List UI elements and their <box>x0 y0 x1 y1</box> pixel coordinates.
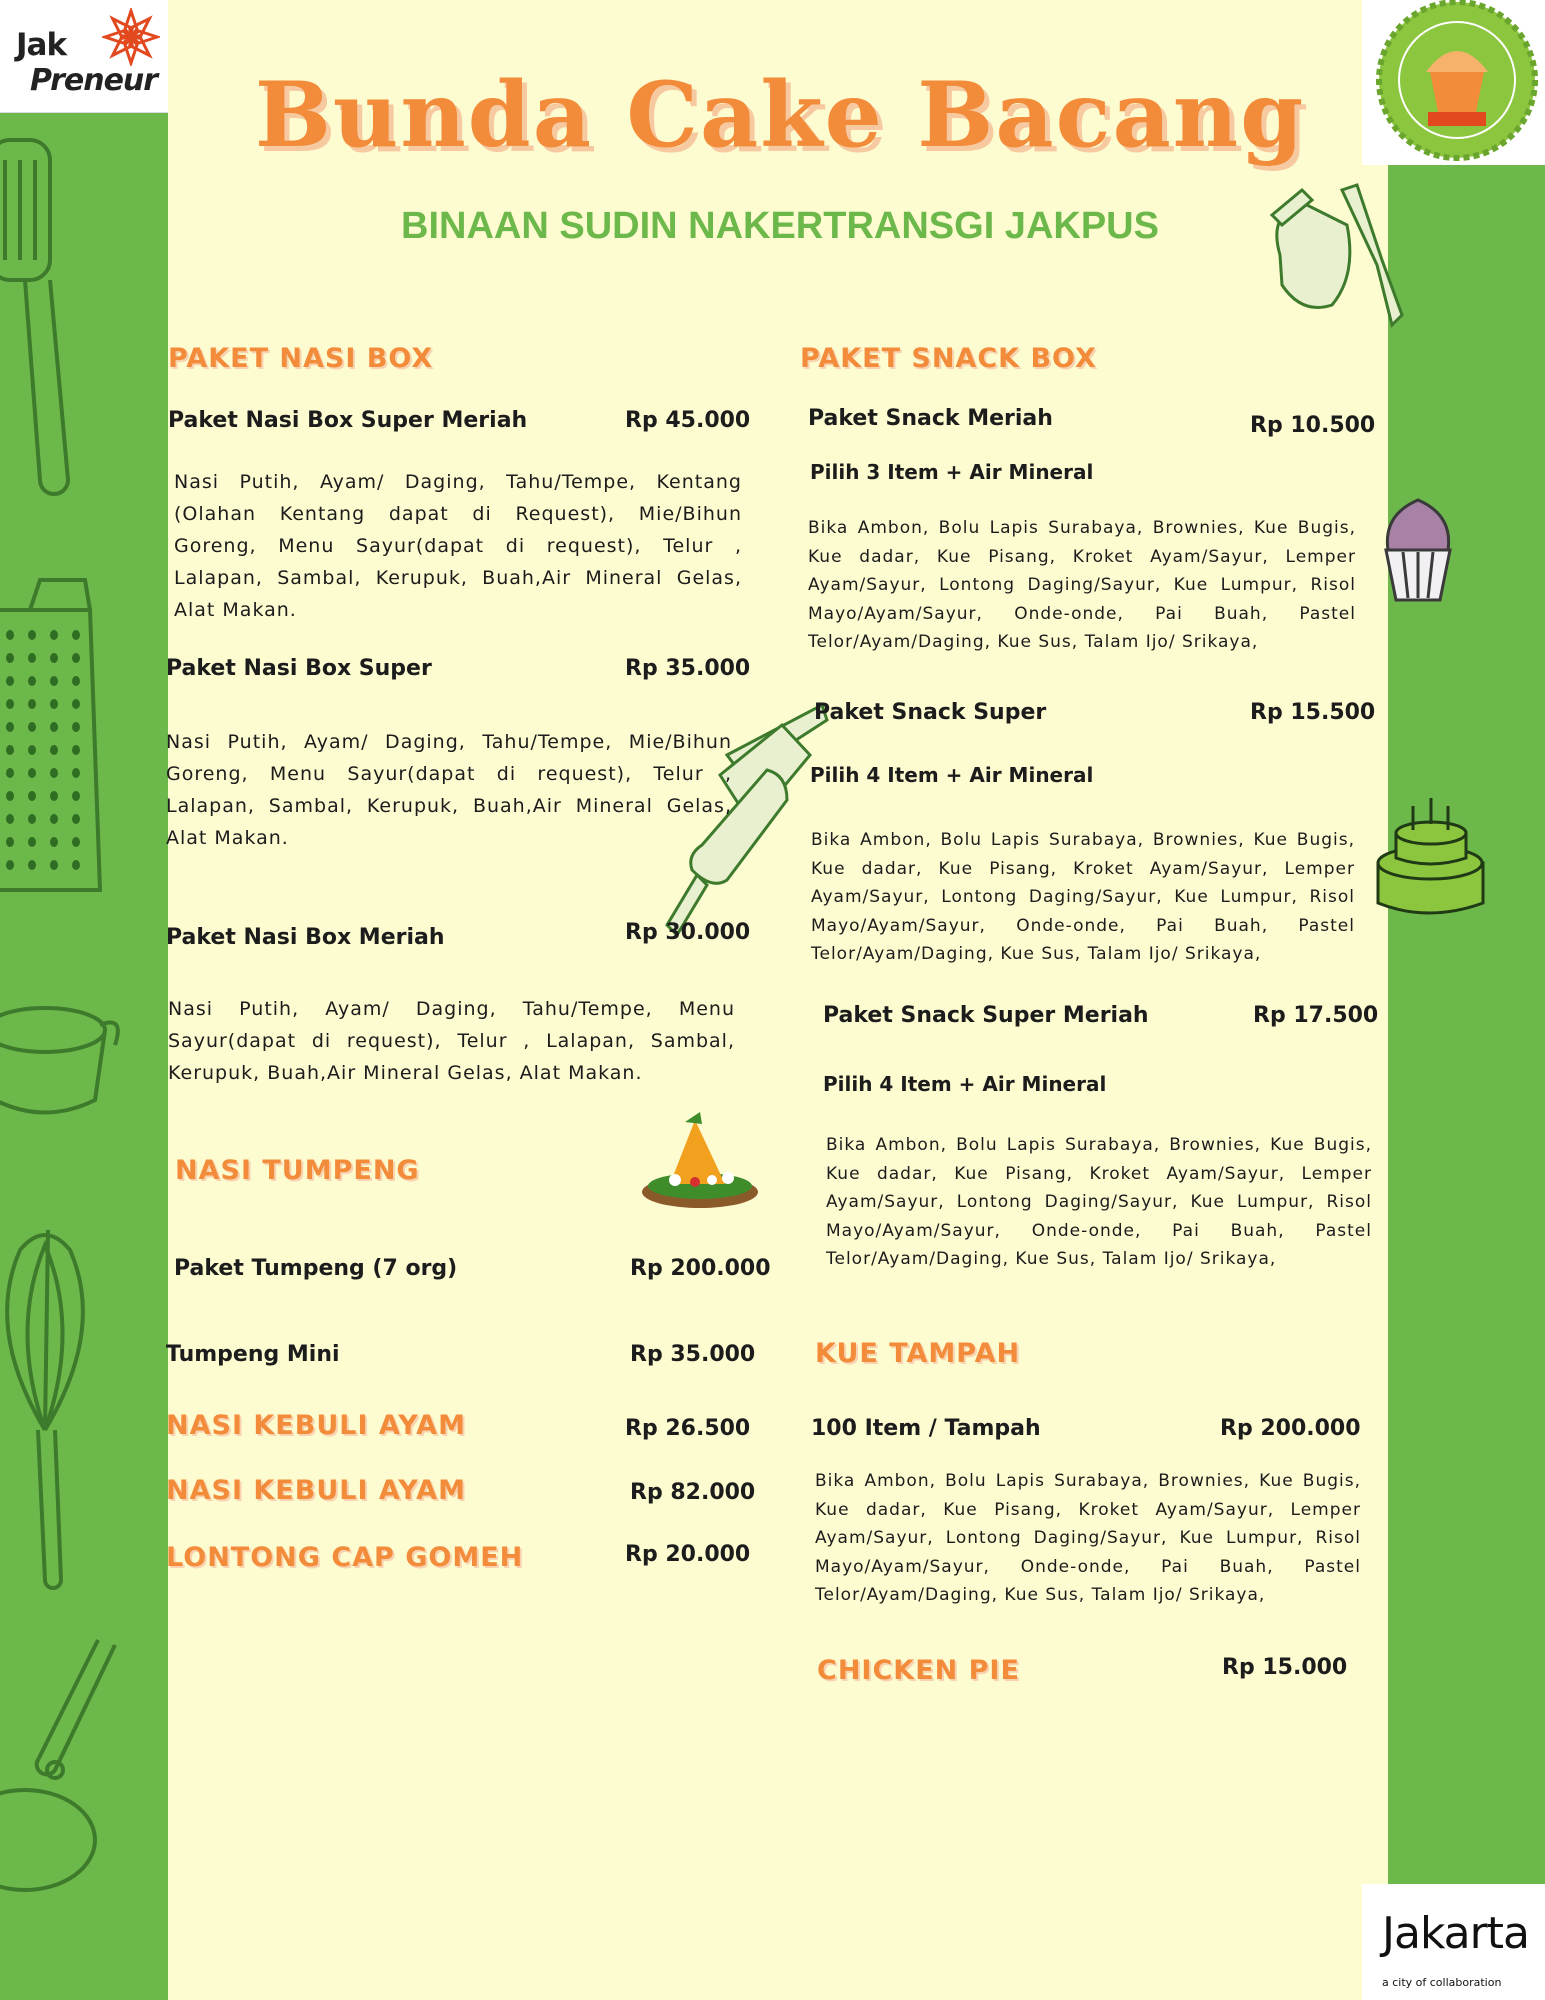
frying-pan-icon <box>0 1640 130 1900</box>
snack-item-3-name: Paket Snack Super Meriah <box>823 1003 1149 1028</box>
extra-item-1-price: Rp 26.500 <box>625 1416 751 1441</box>
jakarta-logo-tagline: a city of collaboration <box>1382 1976 1502 1989</box>
nasi-box-item-2-desc: Nasi Putih, Ayam/ Daging, Tahu/Tempe, Mie/Bihun Goreng, Menu Sayur(dapat di request), Telur , Lalapan, Sambal, Kerupuk, Buah,Air Mineral Gelas, Alat Makan. <box>166 731 732 849</box>
section-nasi-tumpeng: NASI TUMPENG <box>175 1155 420 1186</box>
snack-item-3-desc: Bika Ambon, Bolu Lapis Surabaya, Brownies, Kue Bugis, Kue dadar, Kue Pisang, Kroket Ayam/Sayur, Lemper Ayam/Sayur, Lontong Daging/Sayur, Kue Lumpur, Risol Mayo/Ayam/Sayur, Onde-onde, Pai Buah, Pastel Telor/Ayam/Daging, Kue Sus, Talam Ijo/ Srikaya, <box>826 1135 1372 1269</box>
kue-tampah-desc: Bika Ambon, Bolu Lapis Surabaya, Brownies, Kue Bugis, Kue dadar, Kue Pisang, Kroket Ayam/Sayur, Lemper Ayam/Sayur, Lontong Daging/Sayur, Kue Lumpur, Risol Mayo/Ayam/Sayur, Onde-onde, Pai Buah, Pastel Telor/Ayam/Daging, Kue Sus, Talam Ijo/ Srikaya, <box>815 1471 1361 1605</box>
jakarta-logo <box>1362 1884 1545 2000</box>
nasi-box-item-3-desc: Nasi Putih, Ayam/ Daging, Tahu/Tempe, Menu Sayur(dapat di request), Telur , Lalapan, Sambal, Kerupuk, Buah,Air Mineral Gelas, Alat Makan. <box>168 998 735 1084</box>
snack-item-1-desc: Bika Ambon, Bolu Lapis Surabaya, Brownies, Kue Bugis, Kue dadar, Kue Pisang, Kroket Ayam/Sayur, Lemper Ayam/Sayur, Lontong Daging/Sayur, Kue Lumpur, Risol Mayo/Ayam/Sayur, Onde-onde, Pai Buah, Pastel Telor/Ayam/Daging, Kue Sus, Talam Ijo/ Srikaya, <box>808 518 1356 652</box>
tumpeng-item-2-price: Rp 35.000 <box>630 1342 756 1367</box>
whisk-icon <box>0 1230 110 1590</box>
chicken-pie-name: CHICKEN PIE <box>817 1655 1020 1686</box>
kue-tampah-price: Rp 200.000 <box>1220 1416 1361 1441</box>
birthday-cake-icon <box>1368 788 1493 918</box>
pot-icon <box>0 990 140 1130</box>
extra-item-2-price: Rp 82.000 <box>630 1480 756 1505</box>
extra-item-3-price: Rp 20.000 <box>625 1542 751 1567</box>
nasi-box-item-3-name: Paket Nasi Box Meriah <box>166 925 445 950</box>
snack-item-1-name: Paket Snack Meriah <box>808 406 1053 431</box>
bunda-cake-logo <box>1362 0 1545 165</box>
snack-item-3-price: Rp 17.500 <box>1253 1003 1379 1028</box>
snack-item-2-name: Paket Snack Super <box>814 700 1047 725</box>
snack-item-3-note: Pilih 4 Item + Air Mineral <box>823 1072 1107 1096</box>
snack-item-1-price: Rp 10.500 <box>1250 413 1376 438</box>
page-title: Bunda Cake Bacang <box>254 62 1306 168</box>
jakpreneur-logo-text-2: Preneur <box>30 63 158 98</box>
nasi-box-item-2-price: Rp 35.000 <box>625 656 751 681</box>
grater-icon <box>0 590 130 910</box>
snack-item-1-note: Pilih 3 Item + Air Mineral <box>810 460 1094 484</box>
snack-item-2-price: Rp 15.500 <box>1250 700 1376 725</box>
tumpeng-image <box>640 1112 760 1212</box>
nasi-box-item-2-name: Paket Nasi Box Super <box>166 656 432 681</box>
nasi-box-item-1-price: Rp 45.000 <box>625 408 751 433</box>
tumpeng-item-1-price: Rp 200.000 <box>630 1256 771 1281</box>
extra-item-1-name: NASI KEBULI AYAM <box>166 1410 466 1441</box>
jakarta-logo-text: Jakarta <box>1382 1908 1529 1959</box>
jakpreneur-logo-text-1: Jak <box>16 27 67 63</box>
extra-item-3-name: LONTONG CAP GOMEH <box>166 1542 524 1573</box>
kue-tampah-name: 100 Item / Tampah <box>811 1416 1041 1441</box>
tumpeng-item-1-name: Paket Tumpeng (7 org) <box>174 1256 458 1281</box>
jakpreneur-logo <box>0 0 168 113</box>
section-kue-tampah: KUE TAMPAH <box>815 1338 1021 1369</box>
right-green-band <box>1388 165 1545 2000</box>
section-snack-box: PAKET SNACK BOX <box>800 343 1097 374</box>
chicken-pie-price: Rp 15.000 <box>1222 1655 1348 1680</box>
snack-item-2-desc: Bika Ambon, Bolu Lapis Surabaya, Brownies, Kue Bugis, Kue dadar, Kue Pisang, Kroket Ayam/Sayur, Lemper Ayam/Sayur, Lontong Daging/Sayur, Kue Lumpur, Risol Mayo/Ayam/Sayur, Onde-onde, Pai Buah, Pastel Telor/Ayam/Daging, Kue Sus, Talam Ijo/ Srikaya, <box>811 830 1355 964</box>
flower-icon <box>102 8 160 66</box>
snack-item-2-note: Pilih 4 Item + Air Mineral <box>810 763 1094 787</box>
nasi-box-item-1-desc: Nasi Putih, Ayam/ Daging, Tahu/Tempe, Kentang (Olahan Kentang dapat di Request), Mie/Bihun Goreng, Menu Sayur(dapat di request), Telur , Lalapan, Sambal, Kerupuk, Buah,Air Mineral Gelas, Alat Makan. <box>174 471 742 621</box>
nasi-box-item-3-price: Rp 30.000 <box>625 920 751 945</box>
page-subtitle: BINAAN SUDIN NAKERTRANSGI JAKPUS <box>401 205 1159 247</box>
extra-item-2-name: NASI KEBULI AYAM <box>166 1475 466 1506</box>
section-nasi-box: PAKET NASI BOX <box>168 343 434 374</box>
tumpeng-item-2-name: Tumpeng Mini <box>166 1342 340 1367</box>
cupcake-icon <box>1378 490 1458 610</box>
nasi-box-item-1-name: Paket Nasi Box Super Meriah <box>168 408 528 433</box>
cutting-board-icon <box>1262 185 1412 335</box>
spatula-icon <box>0 120 100 520</box>
